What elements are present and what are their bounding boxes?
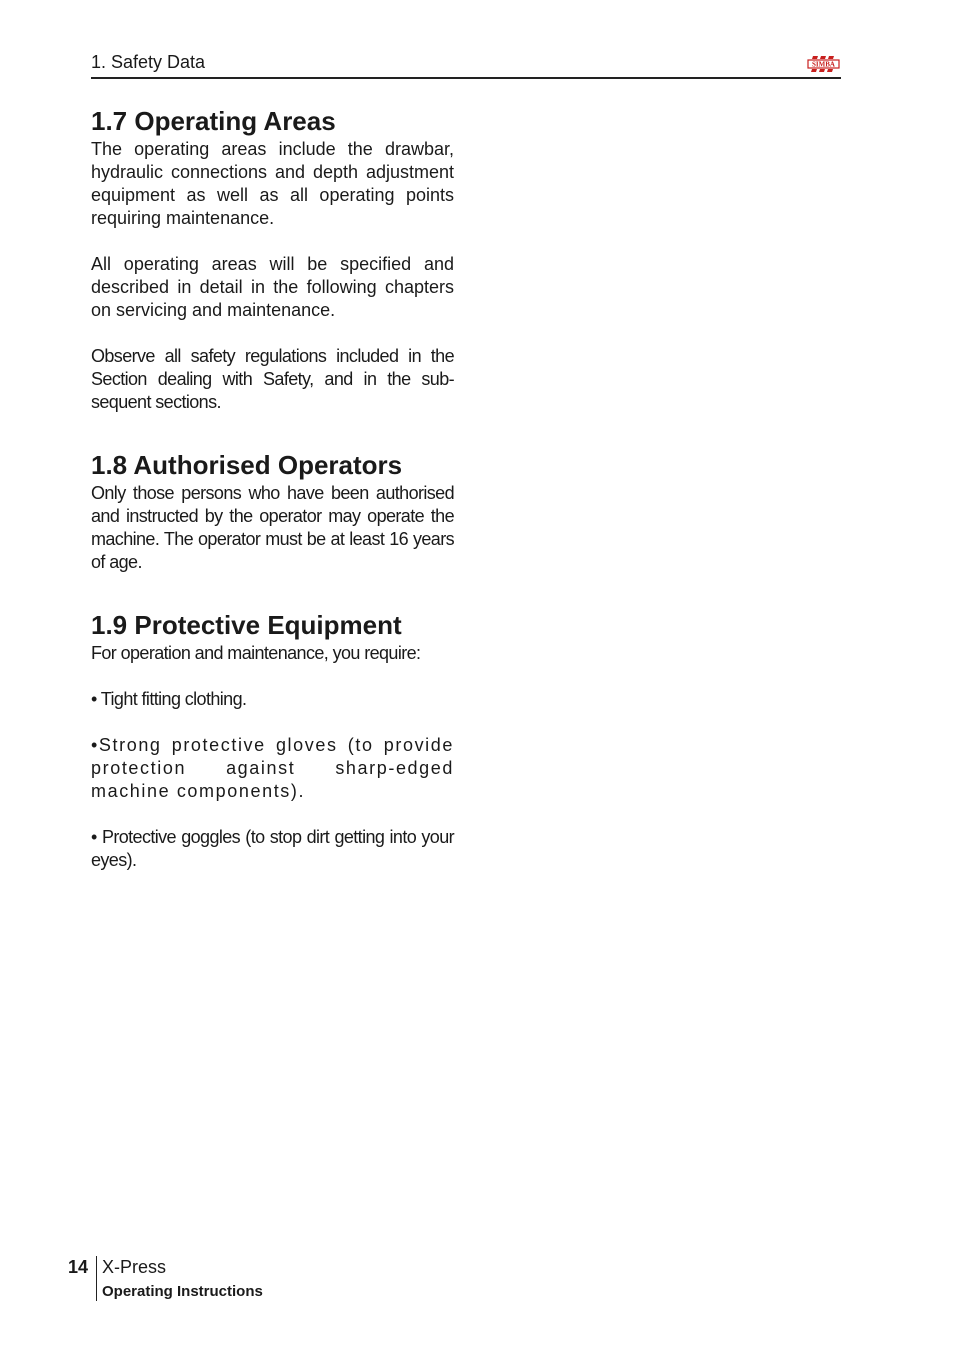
heading-protective-equipment: 1.9 Protective Equipment <box>91 610 402 640</box>
footer-divider <box>96 1256 97 1301</box>
simba-logo <box>807 56 840 73</box>
paragraph: For operation and maintenance, you require: <box>91 643 421 663</box>
page-header <box>91 50 841 79</box>
manual-subtitle: Operating Instructions <box>102 1283 263 1300</box>
bullet-item: •Strong protective gloves (to provide protection against sharp-edged machine components). <box>91 735 454 801</box>
section-title: 1. Safety Data <box>91 52 206 72</box>
product-name: X-Press <box>102 1257 167 1277</box>
bullet-item: • Tight fitting clothing. <box>91 689 247 709</box>
page-number: 14 <box>68 1257 89 1277</box>
heading-operating-areas: 1.7 Operating Areas <box>91 106 336 136</box>
paragraph: Observe all safety regulations included in the Section dealing with Safety, and in the sub-sequent sections. <box>91 346 454 412</box>
bullet-item: • Protective goggles (to stop dirt getting into your eyes). <box>91 827 454 870</box>
paragraph: All operating areas will be specified and described in detail in the following chapters on servicing and maintenance. <box>91 254 454 320</box>
paragraph: The operating areas include the drawbar, hydraulic connections and depth adjustment equipment as well as all operating points requiring maintenance. <box>91 139 454 228</box>
logo-text: SIMBA <box>812 60 835 69</box>
paragraph: Only those persons who have been authorised and instructed by the operator may operate the machine. The operator must be at least 16 years of age. <box>91 483 454 572</box>
content-column <box>91 104 454 872</box>
heading-authorised-operators: 1.8 Authorised Operators <box>91 450 403 480</box>
